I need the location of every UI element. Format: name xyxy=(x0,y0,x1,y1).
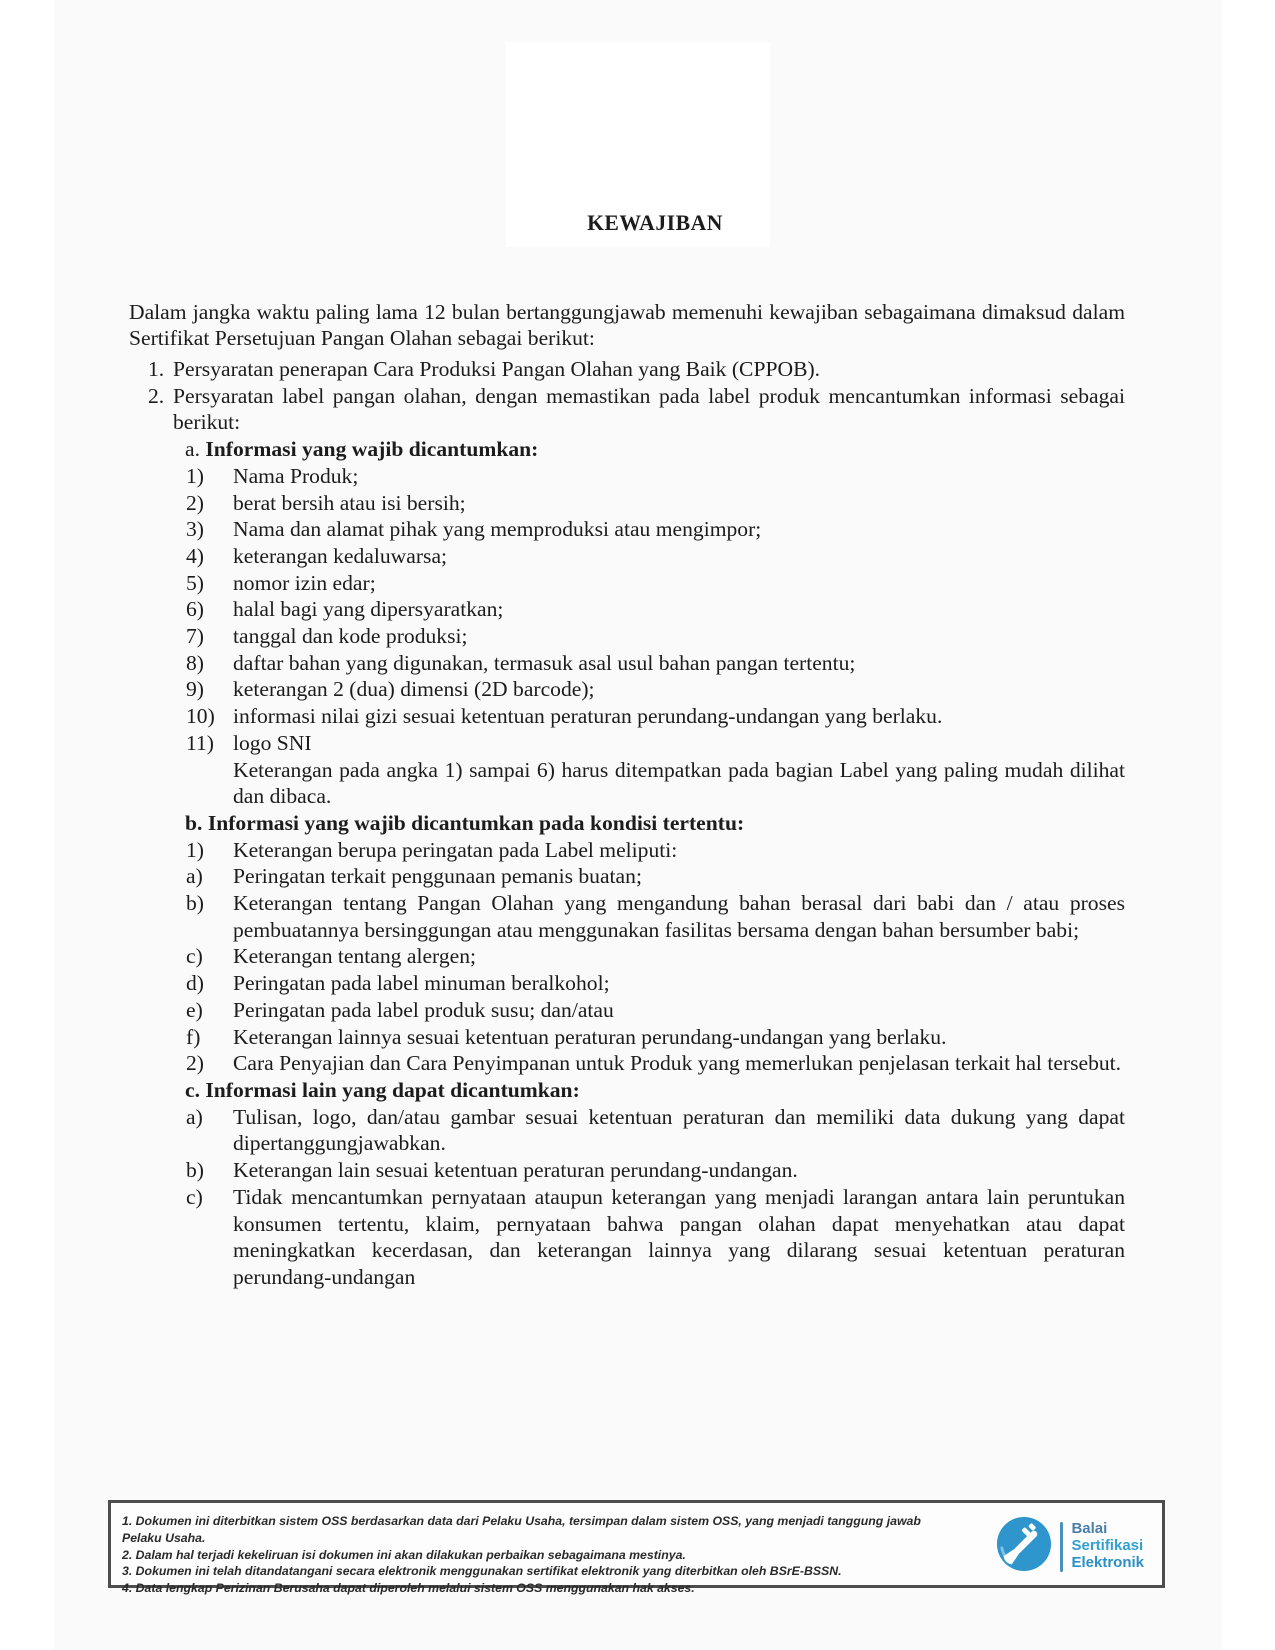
list-item-number: 8) xyxy=(186,650,204,675)
footer-note: 3. Dokumen ini telah ditandatangani secara elektronik menggunakan sertifikat elektronik yang diterbitkan oleh BSrE-BSSN. xyxy=(122,1564,842,1579)
list-item-number: d) xyxy=(186,971,204,996)
list-item-text: Tidak mencantumkan pernyataan ataupun keterangan yang menjadi larangan antara lain peruntukan konsumen tertentu, klaim, pernyataan bahwa pangan olahan dapat menyehatkan atau dapat meningkatkan kecerdasan, dan keterangan lainnya yang dilarang sesuai ketentuan peraturan perundang-undangan xyxy=(233,1184,1125,1289)
list-item-number: 2. xyxy=(148,383,165,408)
list-item xyxy=(129,970,1125,997)
section-label: b. xyxy=(185,810,203,835)
footer-note: 2. Dalam hal terjadi kekeliruan isi dokumen ini akan dilakukan perbaikan sebagaimana mestinya. xyxy=(122,1547,686,1562)
section-heading-text: Informasi yang wajib dicantumkan pada kondisi tertentu: xyxy=(207,810,745,835)
bsre-logo xyxy=(996,1516,1144,1577)
logo-text-line: Balai xyxy=(1071,1520,1108,1538)
list-item-number: c) xyxy=(186,1184,203,1209)
list-item xyxy=(129,623,1125,650)
section-label: c. xyxy=(185,1077,200,1102)
list-item-text: berat bersih atau isi bersih; xyxy=(233,490,466,515)
list-item-number: f) xyxy=(186,1024,201,1049)
list-item-number: 10) xyxy=(186,704,215,729)
list-item xyxy=(129,356,1125,383)
list-item-number: b) xyxy=(186,1158,204,1183)
list-item-text: Cara Penyajian dan Cara Penyimpanan untuk Produk yang memerlukan penjelasan terkait hal tersebut. xyxy=(233,1051,1122,1076)
list-item xyxy=(129,650,1125,677)
section-heading-text: Informasi yang wajib dicantumkan: xyxy=(205,437,539,462)
list-item xyxy=(129,490,1125,517)
list-item-number: a) xyxy=(186,864,203,889)
list-item-number: 1) xyxy=(186,837,204,862)
section-a-heading xyxy=(129,436,1125,463)
footer-note: 1. Dokumen ini diterbitkan sistem OSS berdasarkan data dari Pelaku Usaha, tersimpan dalam sistem OSS, yang menjadi tanggung jawab Pelaku Usaha. xyxy=(122,1514,921,1545)
list-item-text: Keterangan berupa peringatan pada Label meliputi: xyxy=(233,837,678,862)
section-b-heading xyxy=(129,810,1125,837)
list-item xyxy=(129,890,1125,943)
list-item-number: 5) xyxy=(186,570,204,595)
list-item xyxy=(129,383,1125,436)
list-item-text: informasi nilai gizi sesuai ketentuan peraturan perundang-undangan yang berlaku. xyxy=(233,704,943,729)
list-item-text: keterangan 2 (dua) dimensi (2D barcode); xyxy=(233,677,595,702)
list-item-number: 11) xyxy=(186,730,214,755)
logo-text-line: Elektronik xyxy=(1071,1553,1144,1571)
footer-notes xyxy=(122,1513,932,1597)
list-item xyxy=(129,463,1125,490)
list-item-text: halal bagi yang dipersyaratkan; xyxy=(233,597,504,622)
list-item xyxy=(129,1104,1125,1157)
list-item-text: Nama Produk; xyxy=(233,463,359,488)
list-item xyxy=(129,943,1125,970)
list-item-text: Persyaratan label pangan olahan, dengan memastikan pada label produk mencantumkan informasi sebagai berikut: xyxy=(173,383,1125,435)
list-item-text: daftar bahan yang digunakan, termasuk asal usul bahan pangan tertentu; xyxy=(233,650,856,675)
list-item-number: 2) xyxy=(186,1051,204,1076)
list-item-text: Tulisan, logo, dan/atau gambar sesuai ketentuan peraturan dan memiliki data dukung yang dapat dipertanggungjawabkan. xyxy=(233,1104,1125,1156)
list-item-number: 9) xyxy=(186,677,204,702)
logo-divider xyxy=(1060,1522,1063,1572)
section-c-heading xyxy=(129,1077,1125,1104)
list-item-number: b) xyxy=(186,891,204,916)
list-item-number: 1) xyxy=(186,463,204,488)
list-item xyxy=(129,596,1125,623)
list-item xyxy=(129,570,1125,597)
list-item-number: 2) xyxy=(186,490,204,515)
list-item-number: e) xyxy=(186,997,203,1022)
list-item-text: Nama dan alamat pihak yang memproduksi atau mengimpor; xyxy=(233,517,762,542)
list-item-text: Peringatan pada label produk susu; dan/atau xyxy=(233,997,614,1022)
list-item-number: a) xyxy=(186,1104,203,1129)
list-item-text: Keterangan tentang Pangan Olahan yang mengandung bahan berasal dari babi dan / atau proses pembuatannya bersinggungan atau menggunakan fasilitas bersama dengan bahan bersumber babi; xyxy=(233,891,1125,942)
list-item-text: Keterangan lain sesuai ketentuan peraturan perundang-undangan. xyxy=(233,1158,798,1183)
list-item-text: logo SNI xyxy=(233,730,312,755)
list-item xyxy=(129,703,1125,730)
list-item-number: 6) xyxy=(186,597,204,622)
list-item xyxy=(129,1157,1125,1184)
list-item-text: tanggal dan kode produksi; xyxy=(233,624,468,649)
section-label: a. xyxy=(185,437,200,462)
list-item xyxy=(129,676,1125,703)
list-item xyxy=(129,1050,1125,1077)
list-item-text: Keterangan tentang alergen; xyxy=(233,944,477,969)
list-item-text: nomor izin edar; xyxy=(233,570,376,595)
list-item-text: Keterangan lainnya sesuai ketentuan peraturan perundang-undangan yang berlaku. xyxy=(233,1024,947,1049)
footer-disclaimer-box xyxy=(108,1500,1165,1596)
list-item-text: Persyaratan penerapan Cara Produksi Pangan Olahan yang Baik (CPPOB). xyxy=(173,357,821,381)
footer-note: 4. Data lengkap Perizinan Berusaha dapat diperoleh melalui sistem OSS menggunakan hak akses. xyxy=(122,1581,695,1596)
logo-text xyxy=(1071,1521,1144,1571)
list-item-number: 4) xyxy=(186,543,204,568)
list-item-number: 3) xyxy=(186,517,204,542)
bsre-key-icon xyxy=(996,1516,1052,1577)
list-item xyxy=(129,730,1125,757)
list-item-number: 1. xyxy=(148,357,165,381)
page-title: KEWAJIBAN xyxy=(587,211,723,235)
list-item-text: keterangan kedaluwarsa; xyxy=(233,543,448,568)
list-item-text: Peringatan terkait penggunaan pemanis buatan; xyxy=(233,864,642,889)
list-item xyxy=(129,997,1125,1024)
list-item xyxy=(129,516,1125,543)
list-item-number: 7) xyxy=(186,624,204,649)
logo-text-line: Sertifikasi xyxy=(1071,1537,1144,1555)
list-item-text: Peringatan pada label minuman beralkohol; xyxy=(233,971,610,996)
section-a-note: Keterangan pada angka 1) sampai 6) harus ditempatkan pada bagian Label yang paling mudah dilihat dan dibaca. xyxy=(233,757,1125,809)
section-heading-text: Informasi lain yang dapat dicantumkan: xyxy=(205,1077,580,1102)
intro-paragraph: Dalam jangka waktu paling lama 12 bulan bertanggungjawab memenuhi kewajiban sebagaimana dimaksud dalam Sertifikat Persetujuan Pangan Olahan sebagai berikut: xyxy=(129,299,1125,351)
list-item xyxy=(129,863,1125,890)
list-item xyxy=(129,837,1125,864)
list-item xyxy=(129,1184,1125,1291)
list-item-number: c) xyxy=(186,944,203,969)
list-item xyxy=(129,1024,1125,1051)
obligations-list xyxy=(129,356,1125,1291)
list-item xyxy=(129,543,1125,570)
